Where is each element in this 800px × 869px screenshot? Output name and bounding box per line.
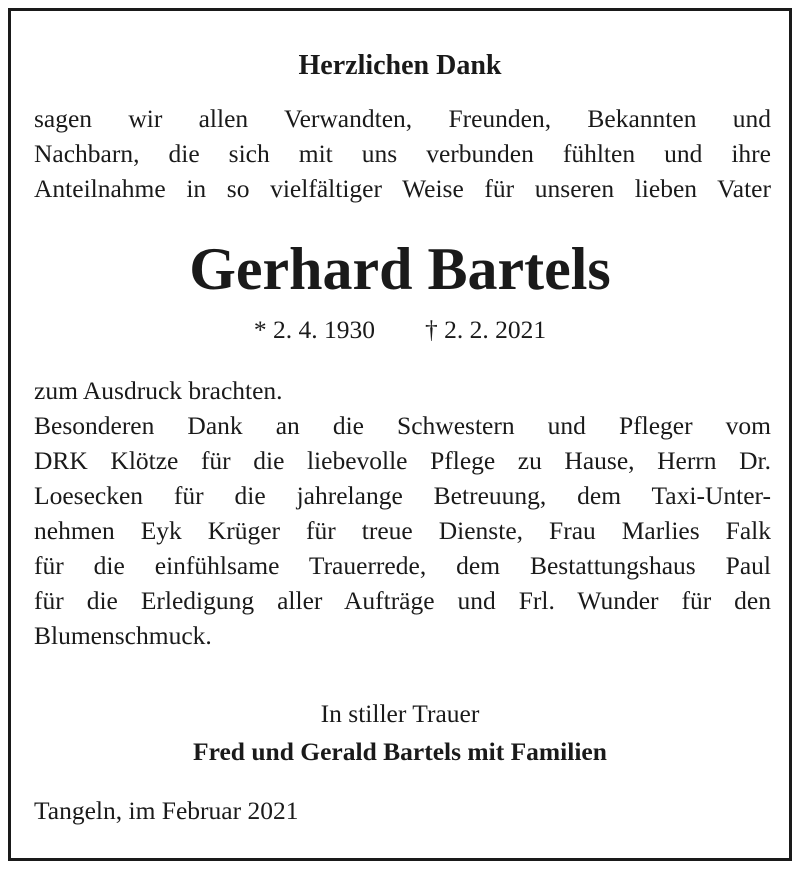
body-line: DRK Klötze für die liebevolle Pflege zu Hause, Herrn Dr. xyxy=(34,446,771,475)
intro-line: Anteilnahme in so vielfältiger Weise für unseren lieben Vater xyxy=(34,174,771,203)
deceased-name: Gerhard Bartels xyxy=(189,236,611,302)
body-line: Blumenschmuck. xyxy=(34,621,212,650)
body-line: Besonderen Dank an die Schwestern und Pfleger vom xyxy=(34,411,771,440)
place-date: Tangeln, im Februar 2021 xyxy=(34,796,299,825)
intro-paragraph xyxy=(34,101,771,206)
body-line: für die einfühlsame Trauerrede, dem Bestattungshaus Paul xyxy=(34,551,771,580)
body-line: zum Ausdruck brachten. xyxy=(34,376,283,405)
thanks-paragraph xyxy=(34,373,771,653)
notice-heading: Herzlichen Dank xyxy=(298,50,502,81)
life-dates xyxy=(11,313,789,347)
body-line: für die Erledigung aller Aufträge und Frl. Wunder für den xyxy=(34,586,771,615)
signatories: Fred und Gerald Bartels mit Familien xyxy=(193,737,607,766)
death-date: † 2. 2. 2021 xyxy=(425,315,547,344)
mourning-phrase: In stiller Trauer xyxy=(320,699,480,728)
intro-line: sagen wir allen Verwandten, Freunden, Bekannten und xyxy=(34,104,771,133)
body-line: Loesecken für die jahrelange Betreuung, dem Taxi-Unter- xyxy=(34,481,771,510)
body-line: nehmen Eyk Krüger für treue Dienste, Frau Marlies Falk xyxy=(34,516,771,545)
obituary-notice xyxy=(8,8,792,861)
intro-line: Nachbarn, die sich mit uns verbunden fühlten und ihre xyxy=(34,139,771,168)
birth-date: * 2. 4. 1930 xyxy=(253,315,375,344)
